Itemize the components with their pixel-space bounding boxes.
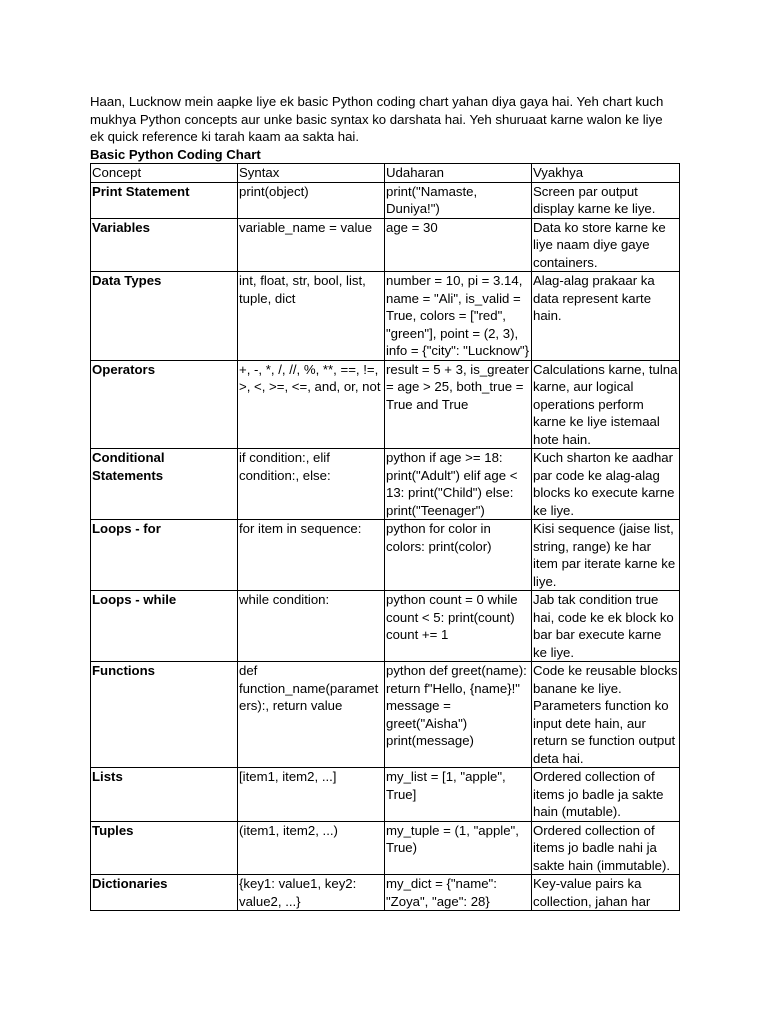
row-example: my_list = [1, "apple", True] xyxy=(385,768,532,822)
header-syntax: Syntax xyxy=(238,164,385,183)
row-syntax: if condition:, elif condition:, else: xyxy=(238,449,385,520)
header-concept: Concept xyxy=(91,164,238,183)
row-concept: Operators xyxy=(91,360,238,449)
row-example: python for color in colors: print(color) xyxy=(385,520,532,591)
table-row xyxy=(91,520,680,591)
row-example: my_dict = {"name": "Zoya", "age": 28} xyxy=(385,875,532,911)
row-concept: Data Types xyxy=(91,272,238,361)
table-row xyxy=(91,591,680,662)
row-concept: Functions xyxy=(91,662,238,768)
row-example: python def greet(name): return f"Hello, {name}!" message = greet("Aisha") print(message) xyxy=(385,662,532,768)
row-concept: Loops - while xyxy=(91,591,238,662)
row-syntax: def function_name(parameters):, return value xyxy=(238,662,385,768)
row-explanation: Key-value pairs ka collection, jahan har xyxy=(532,875,680,911)
row-explanation: Calculations karne, tulna karne, aur logical operations perform karne ke liye istemaal hote hain. xyxy=(532,360,680,449)
table-row xyxy=(91,449,680,520)
row-explanation: Kuch sharton ke aadhar par code ke alag-alag blocks ko execute karne ke liye. xyxy=(532,449,680,520)
row-concept: Print Statement xyxy=(91,182,238,218)
table-row xyxy=(91,218,680,272)
row-explanation: Code ke reusable blocks banane ke liye. Parameters function ko input dete hain, aur return se function output deta hai. xyxy=(532,662,680,768)
table-header-row xyxy=(91,164,680,183)
row-example: my_tuple = (1, "apple", True) xyxy=(385,821,532,875)
row-example: python if age >= 18: print("Adult") elif age < 13: print("Child") else: print("Teenager") xyxy=(385,449,532,520)
row-explanation: Kisi sequence (jaise list, string, range) ke har item par iterate karne ke liye. xyxy=(532,520,680,591)
row-concept: Dictionaries xyxy=(91,875,238,911)
row-syntax: print(object) xyxy=(238,182,385,218)
row-example: result = 5 + 3, is_greater = age > 25, both_true = True and True xyxy=(385,360,532,449)
table-row xyxy=(91,272,680,361)
row-explanation: Ordered collection of items jo badle nahi ja sakte hain (immutable). xyxy=(532,821,680,875)
row-explanation: Data ko store karne ke liye naam diye gaye containers. xyxy=(532,218,680,272)
row-concept: Variables xyxy=(91,218,238,272)
row-explanation: Ordered collection of items jo badle ja sakte hain (mutable). xyxy=(532,768,680,822)
row-concept: Conditional Statements xyxy=(91,449,238,520)
header-vyakhya: Vyakhya xyxy=(532,164,680,183)
header-udaharan: Udaharan xyxy=(385,164,532,183)
row-syntax: (item1, item2, ...) xyxy=(238,821,385,875)
row-concept: Loops - for xyxy=(91,520,238,591)
chart-heading: Basic Python Coding Chart xyxy=(90,146,261,162)
document-page xyxy=(90,93,690,911)
row-syntax: variable_name = value xyxy=(238,218,385,272)
row-concept: Tuples xyxy=(91,821,238,875)
row-syntax: for item in sequence: xyxy=(238,520,385,591)
table-row xyxy=(91,821,680,875)
row-syntax: {key1: value1, key2: value2, ...} xyxy=(238,875,385,911)
table-row xyxy=(91,360,680,449)
table-row xyxy=(91,875,680,911)
table-row xyxy=(91,768,680,822)
table-row xyxy=(91,182,680,218)
row-syntax: int, float, str, bool, list, tuple, dict xyxy=(238,272,385,361)
row-syntax: while condition: xyxy=(238,591,385,662)
python-coding-chart-table xyxy=(90,163,680,911)
row-explanation: Alag-alag prakaar ka data represent karte hain. xyxy=(532,272,680,361)
row-syntax: [item1, item2, ...] xyxy=(238,768,385,822)
row-concept: Lists xyxy=(91,768,238,822)
row-example: number = 10, pi = 3.14, name = "Ali", is_valid = True, colors = ["red", "green"], point = (2, 3), info = {"city": "Lucknow"} xyxy=(385,272,532,361)
table-row xyxy=(91,662,680,768)
row-example: python count = 0 while count < 5: print(count) count += 1 xyxy=(385,591,532,662)
row-explanation: Jab tak condition true hai, code ke ek block ko bar bar execute karne ke liye. xyxy=(532,591,680,662)
row-example: print("Namaste, Duniya!") xyxy=(385,182,532,218)
row-syntax: +, -, *, /, //, %, **, ==, !=, >, <, >=, <=, and, or, not xyxy=(238,360,385,449)
row-explanation: Screen par output display karne ke liye. xyxy=(532,182,680,218)
intro-paragraph: Haan, Lucknow mein aapke liye ek basic Python coding chart yahan diya gaya hai. Yeh chart kuch mukhya Python concepts aur unke basic syntax ko darshata hai. Yeh shuruaat karne walon ke liye ek quick reference ki tarah kaam aa sakta hai. xyxy=(90,94,664,144)
row-example: age = 30 xyxy=(385,218,532,272)
